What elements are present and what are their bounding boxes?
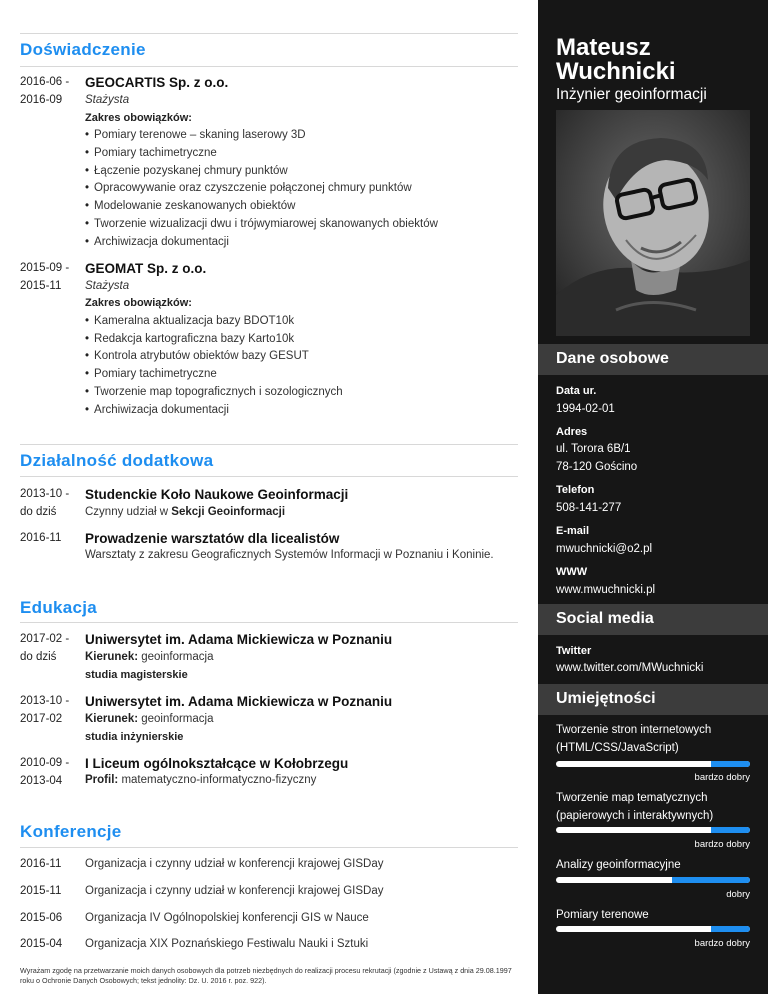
list-item: • Tworzenie map topograficznych i sozologicznych [85,386,343,398]
activity-name: Studenckie Koło Naukowe Geoinformacji [85,487,349,502]
profile-photo [556,110,750,336]
edu-field: Kierunek: geoinformacja [85,713,214,725]
conference-text: Organizacja XIX Poznańskiego Festiwalu Nauki i Sztuki [85,938,369,950]
email-value: mwuchnicki@o2.pl [556,543,653,555]
skill-bar [556,926,750,932]
duties-label: Zakres obowiązków: [85,112,192,124]
section-bar-skills [538,684,768,715]
edu-field: Kierunek: geoinformacja [85,651,214,663]
list-item: • Kameralna aktualizacja bazy BDOT10k [85,315,294,327]
skill-name-detail: (papierowych i interaktywnych) [556,810,714,822]
first-name: Mateusz [556,34,651,61]
divider [20,66,518,67]
job-date-from: 2016-06 - [20,76,70,88]
job-company: GEOMAT Sp. z o.o. [85,261,207,276]
section-title-activity: Działalność dodatkowa [20,451,214,470]
skill-name: Pomiary terenowe [556,909,649,921]
job-position: Stażysta [85,94,130,106]
edu-date-from: 2017-02 - [20,633,70,645]
edu-school: Uniwersytet im. Adama Mickiewicza w Poznaniu [85,632,393,647]
edu-field: Profil: matematyczno-informatyczno-fizyczny [85,774,317,786]
activity-date-to: do dziś [20,506,57,518]
section-bar-social [538,604,768,635]
section-title-experience: Doświadczenie [20,40,146,59]
birth-value: 1994-02-01 [556,403,615,415]
skill-name: Tworzenie map tematycznych [556,792,708,804]
edu-school: Uniwersytet im. Adama Mickiewicza w Poznaniu [85,694,393,709]
conference-date: 2015-06 [20,912,63,924]
skill-bar [556,761,750,767]
skill-level: bardzo dobry [694,839,750,850]
edu-date-to: do dziś [20,651,57,663]
consent-footer: Wyrażam zgodę na przetwarzanie moich danych osobowych dla potrzeb niezbędnych do realizacji procesu rekrutacji (zgodnie z Ustawą z dnia 29.08.1997 roku o Ochronie Danych Osobowych; tekst jednolity: Dz. U. 2016 r. poz. 922). [20,966,512,985]
phone-value: 508-141-277 [556,502,622,514]
edu-date-from: 2010-09 - [20,757,70,769]
section-title-education: Edukacja [20,598,98,617]
last-name: Wuchnicki [556,58,676,85]
address-line2: 78-120 Gościno [556,461,638,473]
list-item: • Kontrola atrybutów obiektów bazy GESUT [85,350,309,362]
person-role: Inżynier geoinformacji [556,86,707,103]
job-position: Stażysta [85,280,130,292]
edu-level: studia magisterskie [85,669,188,681]
person-name [556,36,676,84]
phone-label: Telefon [556,484,595,496]
edu-date-from: 2013-10 - [20,695,70,707]
list-item: • Archiwizacja dokumentacji [85,236,229,248]
list-item: • Modelowanie zeskanowanych obiektów [85,200,295,212]
edu-level: studia inżynierskie [85,731,184,743]
twitter-value: www.twitter.com/MWuchnicki [556,662,704,674]
list-item: • Tworzenie wizualizacji dwu i trójwymiarowej skanowanych obiektów [85,218,438,230]
list-item: • Pomiary tachimetryczne [85,368,217,380]
conference-text: Organizacja i czynny udział w konferencji krajowej GISDay [85,858,384,870]
sidebar [538,0,768,994]
conference-text: Organizacja i czynny udział w konferencji krajowej GISDay [85,885,384,897]
email-label: E-mail [556,525,590,537]
job-date-to: 2015-11 [20,280,62,292]
activity-desc: Czynny udział w Sekcji Geoinformacji [85,506,286,518]
skill-bar [556,877,750,883]
skill-name: Tworzenie stron internetowych [556,724,712,736]
address-label: Adres [556,426,588,438]
activity-desc: Warsztaty z zakresu Geograficznych Systemów Informacji w Poznaniu i Koninie. [85,549,494,561]
skill-level: bardzo dobry [694,772,750,783]
edu-school: I Liceum ogólnokształcące w Kołobrzegu [85,756,349,771]
conference-text: Organizacja IV Ogólnopolskiej konferencji GIS w Nauce [85,912,369,924]
skill-level: bardzo dobry [694,938,750,949]
job-company: GEOCARTIS Sp. z o.o. [85,75,229,90]
www-label: WWW [556,566,588,578]
section-title-skills: Umiejętności [556,690,656,707]
www-value: www.mwuchnicki.pl [556,584,656,596]
divider [20,622,518,623]
divider [20,847,518,848]
skill-level: dobry [726,889,750,900]
conference-date: 2015-11 [20,885,62,897]
list-item: • Łączenie pozyskanej chmury punktów [85,165,288,177]
divider [20,476,518,477]
divider [20,33,518,34]
conference-date: 2015-04 [20,938,63,950]
conference-date: 2016-11 [20,858,62,870]
job-date-from: 2015-09 - [20,262,70,274]
list-item: • Pomiary terenowe – skaning laserowy 3D [85,129,306,141]
activity-date-from: 2013-10 - [20,488,70,500]
list-item: • Redakcja kartograficzna bazy Karto10k [85,333,294,345]
divider [20,444,518,445]
section-title-social: Social media [556,610,654,627]
twitter-label: Twitter [556,645,592,657]
skill-name-detail: (HTML/CSS/JavaScript) [556,742,679,754]
section-title-conferences: Konferencje [20,822,122,841]
birth-label: Data ur. [556,385,597,397]
list-item: • Opracowywanie oraz czyszczenie połączonej chmury punktów [85,182,412,194]
address-line1: ul. Torora 6B/1 [556,443,631,455]
activity-name: Prowadzenie warsztatów dla licealistów [85,531,340,546]
list-item: • Pomiary tachimetryczne [85,147,217,159]
activity-date: 2016-11 [20,532,62,544]
duties-label: Zakres obowiązków: [85,297,192,309]
edu-date-to: 2013-04 [20,775,63,787]
section-title-personal: Dane osobowe [556,350,669,367]
list-item: • Archiwizacja dokumentacji [85,404,229,416]
edu-date-to: 2017-02 [20,713,63,725]
job-date-to: 2016-09 [20,94,63,106]
skill-bar [556,827,750,833]
section-bar-personal [538,344,768,375]
skill-name: Analizy geoinformacyjne [556,859,681,871]
